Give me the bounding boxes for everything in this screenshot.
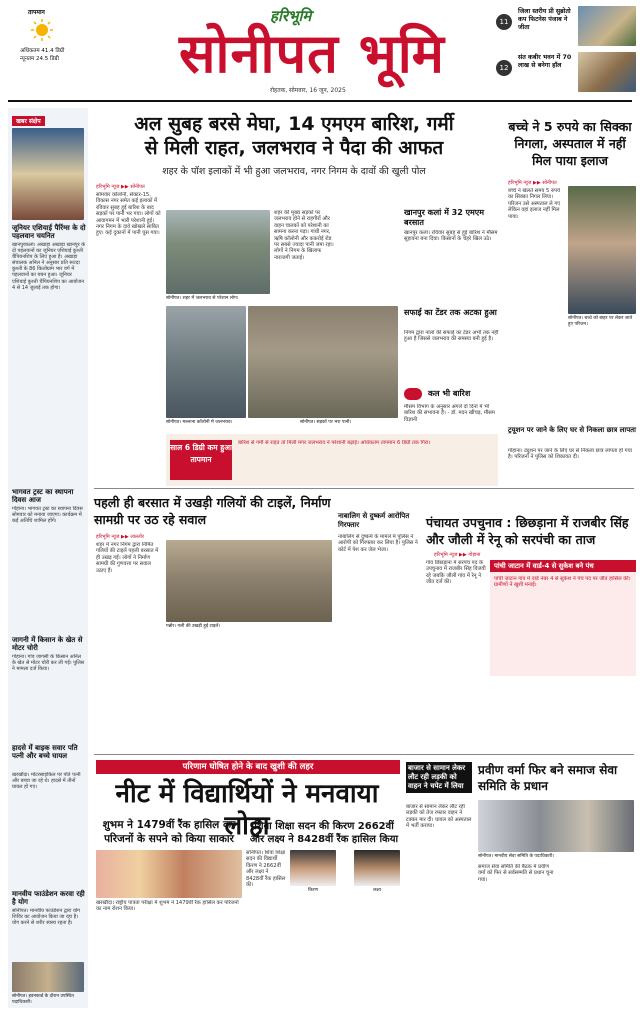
promo-number: 11 <box>496 14 512 30</box>
brief-body: खानपुरकलां। अखाड़ा अखाड़ा खानपुर के दो पहलवानों का जूनियर एशियाई कुश्ती चैंपियनशिप के लिए हुआ है। अखाड़ा संचालक अनिल ने अनुसार प्रति रूटदा कुश्ती के 86 किलोग्राम भार वर्ग में पहलवानों का चयन हुआ। जूनियर एशियाई कुश्ती चैंपियनशिप का आयोजन 4 से 14 जुलाई तक होगा। <box>12 242 86 291</box>
dateline: रोहतक, सोमवार, 16 जून, 2025 <box>270 87 346 94</box>
story-headline: शुभम ने 1479वीं रैंक हासिल कर परिजनों के सपने को किया साकार <box>102 819 236 845</box>
page-title: सोनीपत भूमि <box>179 21 445 85</box>
box-title: साल 6 डिग्री कम हुआ तापमान <box>170 440 232 480</box>
brief-column <box>8 108 88 1008</box>
panch-box-title: पांची जाटान में वार्ड-4 से सुकेश बने पंच <box>490 560 636 572</box>
lead-caption: सोनीपत। सड़कों पर भरा पानी। <box>300 420 352 425</box>
praveen-body-2 <box>558 864 634 1008</box>
brand-logo: हरिभूमि <box>270 7 312 25</box>
promo-photo <box>578 52 636 92</box>
story-body-2 <box>246 900 402 1010</box>
coin-headline: बच्चे ने 5 रुपये का सिक्का निगला, अस्पताल में नहीं मिल पाया इलाज <box>508 119 632 168</box>
lead-headline-line: अल सुबह बरसे मेघा, 14 एमएम बारिश, गर्मी <box>134 113 454 135</box>
tiles-body: शहर में नगर निगम द्वारा निर्मित गलियों की टाइलें पहली बरसात में ही उखड़ गईं। लोगों ने निर्माण सामग्री की गुणवत्ता पर सवाल उठाए हैं। <box>96 542 159 574</box>
praveen-body: समाज सेवा समिति की बैठक में प्रवीण वर्मा को फिर से सर्वसम्मति से प्रधान चुना गया। <box>478 864 554 883</box>
section-rule <box>94 488 634 489</box>
brief-photo <box>12 962 84 992</box>
temp-max: अधिकतम 41.4 डिग्री <box>20 48 65 54</box>
lead-caption: सोनीपत। मल्लाना कॉलोनी में जलभराव। <box>166 420 233 425</box>
promo-text: जिला स्तरीय प्री सुब्रोतो कप फिटनेस पंजाब ने जीता <box>518 8 571 31</box>
story-headline: शिवा शिक्षा सदन की किरण 2662वीं और लक्ष्य ने 8428वीं रैंक हासिल किया <box>249 821 399 845</box>
result-banner <box>96 760 400 774</box>
praveen-headline: प्रवीण वर्मा फिर बने समाज सेवा समिति के प्रधान <box>478 763 618 793</box>
panch-box <box>490 560 636 676</box>
side-headline: कल भी बारिश <box>428 389 471 398</box>
lead-body: सोमवार कॉलोनी, सेक्टर-15, विकास नगर समेत कई इलाकों में रविवार सुबह हुई बारिश के बाद सड़कों पर पानी भर गया। लोगों को आवागमन में भारी परेशानी हुई। नगर निगम के दावे खोखले साबित हुए। कई दुकानों में पानी घुस गया। <box>96 192 161 237</box>
promo-photo <box>578 6 636 46</box>
student-photo <box>290 850 336 886</box>
story-body: सोनीपत। शिवा शिक्षा सदन की विद्यार्थी किरण ने 2662वीं और लक्ष्य ने 8428वीं रैंक हासिल की। <box>246 850 286 889</box>
student-headline: ट्रयूशन पर जाने के लिए घर से निकला छात्र लापता <box>508 426 636 434</box>
panchayat-byline: हरिभूमि न्यूज ▶▶ गोहाना <box>434 552 481 558</box>
box-text: बारिश से गर्मी से राहत तो मिली मगर जलभराव ने परेशानी बढ़ाई। अधिकतम तापमान 6 डिग्री तक गिरा। <box>238 440 431 446</box>
brief-photo <box>12 128 84 220</box>
promo-text: संत कबीर भवन में 70 लाख से बनेगा हॉल <box>518 54 572 69</box>
student-name: किरण <box>308 888 318 893</box>
promo-item[interactable] <box>496 52 636 92</box>
side-headline: सफाई का टेंडर तक अटका हुआ <box>404 308 497 317</box>
temperature-box <box>166 434 498 486</box>
panchayat-body-2 <box>490 680 636 746</box>
section-rule <box>94 754 634 755</box>
panch-box-body: पांची जाटान गांव में वार्ड नंबर 4 से सुकेश ने पंच पद पर जीत हासिल की। ग्रामीणों ने खुशी मनाई। <box>494 576 631 589</box>
temperature-box <box>18 8 90 68</box>
brief-body: गोहाना। भागवत ट्रस्ट का स्थापना दिवस सोमवार को मनाया जाएगा। कार्यक्रम में कई अतिथि शामिल होंगे। <box>12 506 83 525</box>
praveen-photo <box>478 800 634 852</box>
student-body: गोहाना। ट्यूशन पर जाने के लिए घर से निकला छात्र लापता हो गया है। परिजनों ने पुलिस को शिकायत दी। <box>508 448 632 461</box>
brief-body: सोनीपत। मानवीय फाउंडेशन द्वारा योग शिविर का आयोजन किया जा रहा है। योग करने से शरीर स्वस्थ रहता है। <box>12 908 80 927</box>
result-headline: नीट में विद्यार्थियों ने मनवाया लोहा <box>115 779 379 841</box>
bazaar-body: बाजार से सामान लेकर लौट रही लड़की को तेज रफ्तार वाहन ने टक्कर मार दी। घायल को अस्पताल में भर्ती कराया। <box>406 804 472 830</box>
lead-byline: हरिभूमि न्यूज ▶▶ सोनीपत <box>96 184 145 190</box>
panchayat-body: गांव छिछड़ाना में सरपंच पद के उपचुनाव में राजबीर सिंह विजयी रहे जबकि जौली गांव में रेनू ने जीत दर्ज की। <box>426 560 486 586</box>
brief-headline: मानवीय फाउंडेशन करवा रही है योग <box>12 890 85 906</box>
lead-subhead: शहर के पॉश इलाकों में भी हुआ जलभराव, नगर निगम के दावों की खुली पोल <box>162 166 426 177</box>
tiles-caption: गन्नौर। गली की उखड़ी हुई टाइलें। <box>166 624 221 629</box>
brief-tag: खबर संक्षेप <box>12 116 45 126</box>
coin-caption: सोनीपत। बच्चे को बाहर पर लेकर जाते हुए परिजन। <box>568 316 633 327</box>
student-name: लक्ष्य <box>373 888 381 893</box>
lead-photo <box>248 306 398 418</box>
result-banner-text: परिणाम घोषित होने के बाद खुशी की लहर <box>182 762 314 772</box>
brief-body: गोहाना। गांव जागसी के किसान अनिल के खेत से मोटर चोरी कर ली गई। पुलिस ने मामला दर्ज किया। <box>12 654 85 673</box>
coin-photo <box>568 186 636 314</box>
sun-icon <box>30 18 54 42</box>
side-body: निगम द्वारा नालों की सफाई का टेंडर अभी तक नहीं हुआ है जिससे जलभराव की समस्या बनी हुई है। <box>404 330 499 343</box>
lead-headline <box>94 112 494 160</box>
coin-byline: हरिभूमि न्यूज ▶▶ सोनीपत <box>508 180 557 186</box>
temp-min: न्यूनतम 24.5 डिग्री <box>20 56 59 62</box>
promo-panel <box>496 6 636 94</box>
lead-caption: सोनीपत। शहर में जलभराव से परेशान लोग। <box>166 296 239 301</box>
praveen-caption: सोनीपत। मानवीय सेवा समिति के पदाधिकारी। <box>478 854 555 859</box>
brief-headline: जागनी में किसान के खेत से मोटर चोरी <box>12 636 83 652</box>
story-body: खरखौदा। राष्ट्रीय पात्रता परीक्षा में शुभम ने 1479वीं रैंक हासिल कर परिजनों का नाम रोशन किया। <box>96 900 239 913</box>
bazaar-kicker: बाजार से सामान लेकर लौट रही लड़की को वाहन ने चपेट में लिया <box>406 762 472 793</box>
brief-headline: जूनियर एशियाई पैरिंग्स के दो पहलवान चयनित <box>12 224 86 240</box>
side-body: खानपुर कलां। रविवार सुबह से हुई बारिश ने मौसम सुहावना बना दिया। किसानों के चेहरे खिल उठे। <box>404 230 498 243</box>
lead-headline-line: से मिली राहत, जलभराव ने पैदा की आफत <box>144 137 444 159</box>
tiles-byline: हरिभूमि न्यूज ▶▶ लाल्लोर <box>96 534 145 540</box>
brief-caption: सोनीपत। हवनकार्ड के दौरान उपस्थित पदाधिकारी। <box>12 994 74 1005</box>
lead-photo <box>166 306 246 418</box>
cloud-icon <box>404 388 422 400</box>
coin-body-2 <box>568 330 634 420</box>
lead-sidebar <box>404 200 502 440</box>
brief-body: खरखौदा। मोटरसाइकिल पर पति पत्नी और बच्चा जा रहे थे। हादसे में तीनों घायल हो गए। <box>12 772 81 791</box>
tiles-body-2 <box>166 634 332 740</box>
side-body: मौसम विभाग के अनुसार अगले दो दिनों में भी बारिश की संभावना है। - डॉ. मदन खीचड़, मौसम विज्ञानी <box>404 404 495 423</box>
lead-photo <box>166 210 270 294</box>
crime-kicker: नाबालिग से दुष्कर्म आरोपित गिरफ्तार <box>338 512 410 529</box>
brief-headline: हादसे में बाइक सवार पति पत्नी और बच्चे घायल <box>12 744 78 760</box>
masthead-rule <box>8 100 632 102</box>
side-headline: खानपुर कलां में 32 एमएम बरसात <box>404 208 484 227</box>
coin-body: बच्चे ने खेलते समय 5 रुपये का सिक्का निगल लिया। परिजन उसे अस्पताल ले गए लेकिन वहां इलाज नहीं मिल पाया। <box>508 188 561 220</box>
student-photo <box>354 850 400 886</box>
tiles-photo <box>166 540 332 622</box>
crime-body: नाबालिग से दुष्कर्म के मामले में पुलिस ने आरोपी को गिरफ्तार कर लिया है। पुलिस ने कोर्ट में पेश कर जेल भेजा। <box>338 534 418 553</box>
story-photo <box>96 850 242 898</box>
tiles-headline: पहली ही बरसात में उखड़ी गलियों की टाइलें, निर्माण सामग्री पर उठ रहे सवाल <box>94 495 331 527</box>
brief-headline: भागवत ट्रस्ट का स्थापना दिवस आज <box>12 488 74 504</box>
promo-number: 12 <box>496 60 512 76</box>
panchayat-headline: पंचायत उपचुनाव : छिछड़ाना में राजबीर सिंह और जौली में रेनू को सरपंची का ताज <box>426 515 629 547</box>
masthead <box>0 0 640 98</box>
temp-label: तापमान <box>28 9 45 16</box>
promo-item[interactable] <box>496 6 636 46</box>
lead-body: शहर की मुख्य सड़कों पर जलभराव होने से राहगीरों और वाहन चालकों को परेशानी का सामना करना पड़ा। गांधी नगर, ऋषि कॉलोनी और ककरोई रोड पर सबसे ज्यादा पानी जमा रहा। लोगों ने निगम के खिलाफ नाराजगी जताई। <box>274 210 334 261</box>
